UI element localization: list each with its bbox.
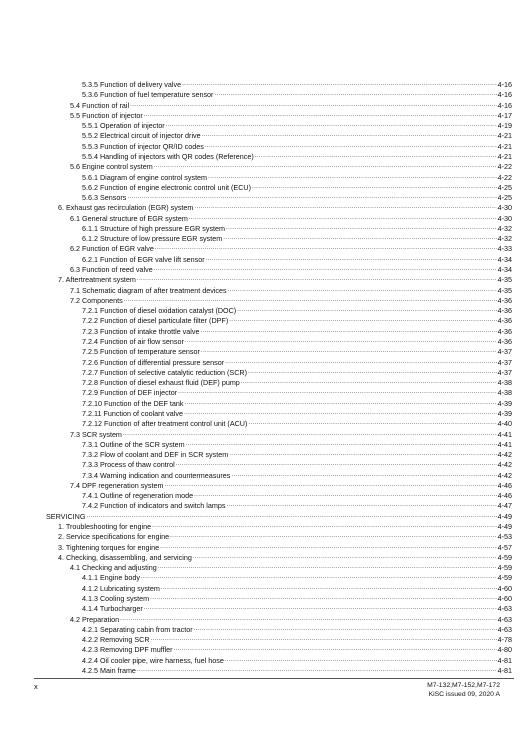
toc-entry-label: 5.6.1 Diagram of engine control system — [82, 172, 208, 182]
toc-leader-dots — [206, 255, 497, 264]
toc-leader-dots — [154, 265, 497, 274]
toc-entry[interactable] — [82, 142, 512, 151]
toc-entry-label: 7.2 Components — [70, 295, 123, 305]
toc-entry-page: 4-37 — [497, 347, 512, 357]
toc-entry-label: 5.5.4 Handling of injectors with QR codes (Reference) — [82, 151, 254, 161]
toc-entry-page: 4-78 — [497, 635, 512, 645]
toc-entry-label: 7.2.6 Function of differential pressure sensor — [82, 357, 225, 367]
toc-entry-label: 7.4.2 Function of indicators and switch lamps — [82, 501, 226, 511]
toc-entry[interactable] — [82, 409, 512, 418]
toc-entry[interactable] — [70, 296, 512, 305]
toc-entry-label: 4.1.2 Lubricating system — [82, 583, 160, 593]
toc-leader-dots — [174, 645, 497, 654]
toc-entry-label: 4.1.4 Turbocharger — [82, 604, 143, 614]
toc-entry[interactable] — [82, 183, 512, 192]
toc-entry-page: 4-81 — [497, 655, 512, 665]
toc-leader-dots — [226, 501, 496, 510]
toc-entry-label: 7.1 Schematic diagram of after treatment devices — [70, 285, 227, 295]
toc-entry-page: 4-80 — [497, 645, 512, 655]
toc-entry-label: 4.2.4 Oil cooler pipe, wire harness, fuel hose — [82, 655, 224, 665]
toc-entry-page: 4-57 — [497, 542, 512, 552]
toc-entry-label: 5.5.3 Function of injector QR/ID codes — [82, 141, 204, 151]
toc-entry-page: 4-36 — [497, 316, 512, 326]
toc-entry-label: 3. Tightening torques for engine — [58, 542, 160, 552]
toc-entry[interactable] — [82, 131, 512, 140]
toc-leader-dots — [120, 615, 496, 624]
toc-entry-label: 5.3.6 Function of fuel temperature sensor — [82, 90, 214, 100]
toc-entry-label: SERVICING — [46, 511, 86, 521]
toc-entry-label: 7.3 SCR system — [70, 429, 122, 439]
toc-entry[interactable] — [70, 101, 512, 110]
toc-entry[interactable] — [82, 573, 512, 582]
toc-entry-page: 4-36 — [497, 337, 512, 346]
toc-entry-label: 5.6.3 Sensors — [82, 193, 127, 203]
toc-entry-label: 5.5.2 Electrical circuit of injector drive — [82, 131, 201, 141]
toc-entry-page: 4-40 — [497, 419, 512, 429]
toc-entry-label: 5.3.5 Function of delivery valve — [82, 80, 182, 89]
toc-entry[interactable] — [70, 162, 512, 171]
toc-entry-page: 4-42 — [497, 470, 512, 480]
toc-entry-page: 4-25 — [497, 182, 512, 192]
toc-entry-label: 4.2.2 Removing SCR — [82, 635, 150, 645]
toc-entry-page: 4-37 — [497, 367, 512, 377]
toc-leader-dots — [178, 388, 497, 397]
toc-entry-label: 4.1 Checking and adjusting — [70, 563, 157, 573]
footer-model: M7-132,M7-152,M7-172 — [427, 682, 500, 689]
toc-leader-dots — [137, 666, 497, 675]
toc-entry-label: 5.6.2 Function of engine electronic control unit (ECU) — [82, 182, 251, 192]
toc-entry[interactable] — [82, 388, 512, 397]
toc-entry-page: 4-81 — [497, 665, 512, 675]
toc-leader-dots — [189, 214, 497, 223]
toc-entry-label: 5.4 Function of rail — [70, 100, 130, 110]
toc-entry[interactable] — [82, 234, 512, 243]
toc-entry-page: 4-16 — [497, 80, 512, 89]
toc-leader-dots — [225, 358, 497, 367]
toc-leader-dots — [248, 368, 497, 377]
toc-entry-label: 7.3.4 Warning indication and countermeasures — [82, 470, 231, 480]
toc-entry-page: 4-42 — [497, 450, 512, 460]
toc-entry[interactable] — [82, 460, 512, 469]
toc-leader-dots — [205, 142, 497, 151]
toc-leader-dots — [144, 604, 497, 613]
toc-leader-dots — [186, 440, 497, 449]
toc-entry[interactable] — [82, 327, 512, 336]
toc-leader-dots — [231, 471, 496, 480]
toc-entry-page: 4-63 — [497, 604, 512, 614]
toc-entry-page: 4-38 — [497, 378, 512, 388]
toc-leader-dots — [185, 337, 497, 346]
toc-entry[interactable] — [82, 358, 512, 367]
toc-leader-dots — [228, 286, 497, 295]
toc-leader-dots — [200, 327, 496, 336]
toc-entry[interactable] — [82, 645, 512, 654]
toc-leader-dots — [150, 594, 496, 603]
toc-entry-label: 7.2.7 Function of selective catalytic reduction (SCR) — [82, 367, 247, 377]
toc-entry-page: 4-21 — [497, 151, 512, 161]
toc-entry-label: 7.3.3 Process of thaw control — [82, 460, 175, 470]
toc-entry[interactable] — [70, 563, 512, 572]
toc-entry[interactable] — [82, 501, 512, 510]
toc-entry[interactable] — [82, 594, 512, 603]
toc-entry[interactable] — [82, 399, 512, 408]
toc-entry-label: 4.2.3 Removing DPF muffler — [82, 645, 173, 655]
toc-entry-label: 2. Service specifications for engine — [58, 532, 170, 542]
toc-entry-page: 4-63 — [497, 624, 512, 634]
toc-entry-page: 4-21 — [497, 131, 512, 141]
toc-entry[interactable] — [82, 368, 512, 377]
toc-entry[interactable] — [70, 265, 512, 274]
toc-entry-page: 4-63 — [497, 614, 512, 624]
toc-entry-label: 5.5 Function of injector — [70, 110, 143, 120]
toc-entry-page: 4-36 — [497, 295, 512, 305]
toc-entry-page: 4-60 — [497, 594, 512, 603]
toc-entry-label: 6.2 Function of EGR valve — [70, 244, 154, 254]
toc-entry[interactable] — [82, 471, 512, 480]
toc-entry-page: 4-16 — [497, 90, 512, 100]
toc-entry-label: 6. Exhaust gas recirculation (EGR) system — [58, 203, 194, 213]
toc-entry-page: 4-37 — [497, 357, 512, 367]
toc-entry[interactable] — [82, 152, 512, 161]
toc-leader-dots — [158, 563, 497, 572]
toc-entry[interactable] — [82, 450, 512, 459]
toc-entry-page: 4-21 — [497, 141, 512, 151]
toc-entry[interactable] — [82, 378, 512, 387]
toc-entry[interactable] — [58, 203, 512, 212]
toc-leader-dots — [127, 193, 496, 202]
toc-leader-dots — [194, 625, 497, 634]
toc-entry[interactable] — [82, 625, 512, 634]
toc-entry-label: 7.3.2 Flow of coolant and DEF in SCR system — [82, 450, 229, 460]
toc-entry[interactable] — [58, 532, 512, 541]
toc-entry[interactable] — [70, 286, 512, 295]
toc-leader-dots — [166, 121, 497, 130]
toc-leader-dots — [229, 316, 496, 325]
toc-entry[interactable] — [82, 440, 512, 449]
toc-entry-label: 6.1 General structure of EGR system — [70, 213, 188, 223]
toc-entry[interactable] — [70, 430, 512, 439]
toc-entry-page: 4-49 — [497, 511, 512, 521]
toc-entry[interactable] — [82, 80, 512, 89]
toc-entry-label: 7.4 DPF regeneration system — [70, 480, 164, 490]
toc-entry-page: 4-39 — [497, 398, 512, 408]
toc-entry-label: 7.3.1 Outline of the SCR system — [82, 439, 185, 449]
toc-entry[interactable] — [82, 337, 512, 346]
toc-leader-dots — [170, 532, 497, 541]
toc-entry-page: 4-39 — [497, 408, 512, 418]
toc-leader-dots — [176, 460, 497, 469]
toc-entry[interactable] — [82, 419, 512, 428]
toc-entry-page: 4-59 — [497, 573, 512, 583]
toc-leader-dots — [184, 409, 497, 418]
toc-entry-page: 4-46 — [497, 480, 512, 490]
toc-entry-page: 4-34 — [497, 254, 512, 264]
toc-entry-page: 4-32 — [497, 234, 512, 244]
toc-entry-label: 4.1.1 Engine body — [82, 573, 140, 583]
toc-entry-page: 4-16 — [497, 100, 512, 110]
toc-entry[interactable] — [82, 224, 512, 233]
toc-entry[interactable] — [82, 656, 512, 665]
toc-entry-label: 7. Aftertreatment system — [58, 275, 136, 285]
toc-entry-page: 4-42 — [497, 460, 512, 470]
toc-entry-label: 6.2.1 Function of EGR valve lift sensor — [82, 254, 205, 264]
toc-entry-label: 4. Checking, disassembling, and servicing — [58, 552, 192, 562]
toc-entry[interactable] — [58, 543, 512, 552]
toc-leader-dots — [237, 306, 496, 315]
toc-entry-label: 7.2.12 Function of after treatment control unit (ACU) — [82, 419, 248, 429]
toc-entry[interactable] — [70, 481, 512, 490]
toc-entry[interactable] — [70, 615, 512, 624]
toc-entry-page: 4-22 — [497, 172, 512, 182]
toc-leader-dots — [248, 419, 496, 428]
footer-page-marker: x — [34, 682, 38, 691]
toc-leader-dots — [161, 584, 497, 593]
toc-entry[interactable] — [82, 316, 512, 325]
toc-leader-dots — [164, 481, 496, 490]
toc-entry-label: 7.2.9 Function of DEF injector — [82, 388, 178, 398]
toc-entry-label: 4.1.3 Cooling system — [82, 594, 150, 603]
footer-info — [427, 682, 500, 699]
toc-entry-page: 4-41 — [497, 429, 512, 439]
toc-entry-label: 7.2.3 Function of intake throttle valve — [82, 326, 200, 336]
toc-entry[interactable] — [70, 111, 512, 120]
toc-leader-dots — [194, 203, 496, 212]
toc-entry-label: 7.2.5 Function of temperature sensor — [82, 347, 200, 357]
toc-entry-page: 4-30 — [497, 213, 512, 223]
toc-entry-label: 7.2.11 Function of coolant valve — [82, 408, 183, 418]
toc-entry[interactable] — [58, 553, 512, 562]
toc-entry-label: 6.1.2 Structure of low pressure EGR system — [82, 234, 223, 244]
toc-entry[interactable] — [82, 173, 512, 182]
toc-entry[interactable] — [70, 214, 512, 223]
toc-entry-page: 4-35 — [497, 285, 512, 295]
toc-leader-dots — [86, 512, 496, 521]
toc-leader-dots — [208, 173, 497, 182]
toc-entry-label: 5.6 Engine control system — [70, 162, 153, 172]
toc-entry-page: 4-60 — [497, 583, 512, 593]
toc-leader-dots — [154, 162, 497, 171]
toc-entry-label: 7.2.4 Function of air flow sensor — [82, 337, 184, 346]
footer-divider — [34, 678, 514, 679]
toc-entry[interactable] — [58, 522, 512, 531]
toc-entry[interactable] — [82, 306, 512, 315]
toc-leader-dots — [252, 183, 497, 192]
toc-leader-dots — [137, 275, 497, 284]
toc-entry-page: 4-36 — [497, 326, 512, 336]
toc-entry-page: 4-30 — [497, 203, 512, 213]
toc-entry-label: 7.2.10 Function of the DEF tank — [82, 398, 184, 408]
toc-entry-page: 4-19 — [497, 121, 512, 131]
toc-leader-dots — [155, 244, 497, 253]
toc-entry[interactable] — [82, 666, 512, 675]
toc-entry[interactable] — [82, 255, 512, 264]
toc-entry-label: 6.1.1 Structure of high pressure EGR system — [82, 223, 226, 233]
toc-leader-dots — [229, 450, 496, 459]
toc-entry-label: 4.2 Preparation — [70, 614, 120, 624]
toc-entry[interactable] — [46, 512, 512, 521]
toc-entry-label: 7.2.2 Function of diesel particulate filter (DPF) — [82, 316, 229, 326]
toc-entry-page: 4-53 — [497, 532, 512, 542]
toc-entry[interactable] — [82, 635, 512, 644]
toc-leader-dots — [160, 543, 497, 552]
toc-entry-label: 4.2.1 Separating cabin from tractor — [82, 624, 193, 634]
toc-leader-dots — [141, 573, 497, 582]
toc-entry-page: 4-59 — [497, 552, 512, 562]
toc-entry[interactable] — [82, 193, 512, 202]
toc-leader-dots — [241, 378, 497, 387]
toc-entry-page: 4-49 — [497, 522, 512, 532]
toc-leader-dots — [144, 111, 497, 120]
toc-entry-page: 4-17 — [497, 110, 512, 120]
toc-leader-dots — [226, 224, 497, 233]
toc-entry[interactable] — [82, 90, 512, 99]
toc-entry-label: 7.4.1 Outline of regeneration mode — [82, 491, 194, 501]
toc-leader-dots — [201, 347, 497, 356]
toc-entry-label: 6.3 Function of reed valve — [70, 265, 153, 275]
toc-leader-dots — [151, 635, 497, 644]
toc-leader-dots — [182, 80, 497, 89]
toc-leader-dots — [225, 656, 497, 665]
toc-entry-label: 4.2.5 Main frame — [82, 665, 136, 675]
toc-leader-dots — [202, 131, 497, 140]
toc-entry-label: 5.5.1 Operation of injector — [82, 121, 165, 131]
toc-entry[interactable] — [58, 275, 512, 284]
toc-entry[interactable] — [70, 244, 512, 253]
toc-entry[interactable] — [82, 604, 512, 613]
toc-leader-dots — [223, 234, 496, 243]
toc-leader-dots — [193, 553, 497, 562]
toc-entry-page: 4-34 — [497, 265, 512, 275]
toc-entry[interactable] — [82, 584, 512, 593]
toc-leader-dots — [255, 152, 497, 161]
toc-entry-label: 7.2.8 Function of diesel exhaust fluid (DEF) pump — [82, 378, 240, 388]
toc-leader-dots — [130, 101, 496, 110]
toc-entry-page: 4-38 — [497, 388, 512, 398]
toc-entry[interactable] — [82, 491, 512, 500]
toc-entry-page: 4-25 — [497, 193, 512, 203]
toc-entry-page: 4-22 — [497, 162, 512, 172]
toc-entry-page: 4-33 — [497, 244, 512, 254]
toc-leader-dots — [194, 491, 497, 500]
toc-leader-dots — [152, 522, 497, 531]
toc-entry-page: 4-46 — [497, 491, 512, 501]
toc-entry-page: 4-36 — [497, 306, 512, 316]
footer-issue: KiSC issued 09, 2020 A — [428, 690, 500, 698]
toc-leader-dots — [214, 90, 496, 99]
toc-entry-page: 4-35 — [497, 275, 512, 285]
toc-leader-dots — [124, 296, 497, 305]
toc-entry-label: 7.2.1 Function of diesel oxidation catalyst (DOC) — [82, 306, 237, 316]
toc-entry-page: 4-59 — [497, 563, 512, 573]
toc-entry-page: 4-47 — [497, 501, 512, 511]
toc-entry-page: 4-32 — [497, 223, 512, 233]
toc-entry[interactable] — [82, 347, 512, 356]
toc-leader-dots — [123, 430, 497, 439]
toc-leader-dots — [184, 399, 496, 408]
toc-entry-page: 4-41 — [497, 439, 512, 449]
toc-entry-label: 1. Troubleshooting for engine — [58, 522, 152, 532]
toc-entry[interactable] — [82, 121, 512, 130]
